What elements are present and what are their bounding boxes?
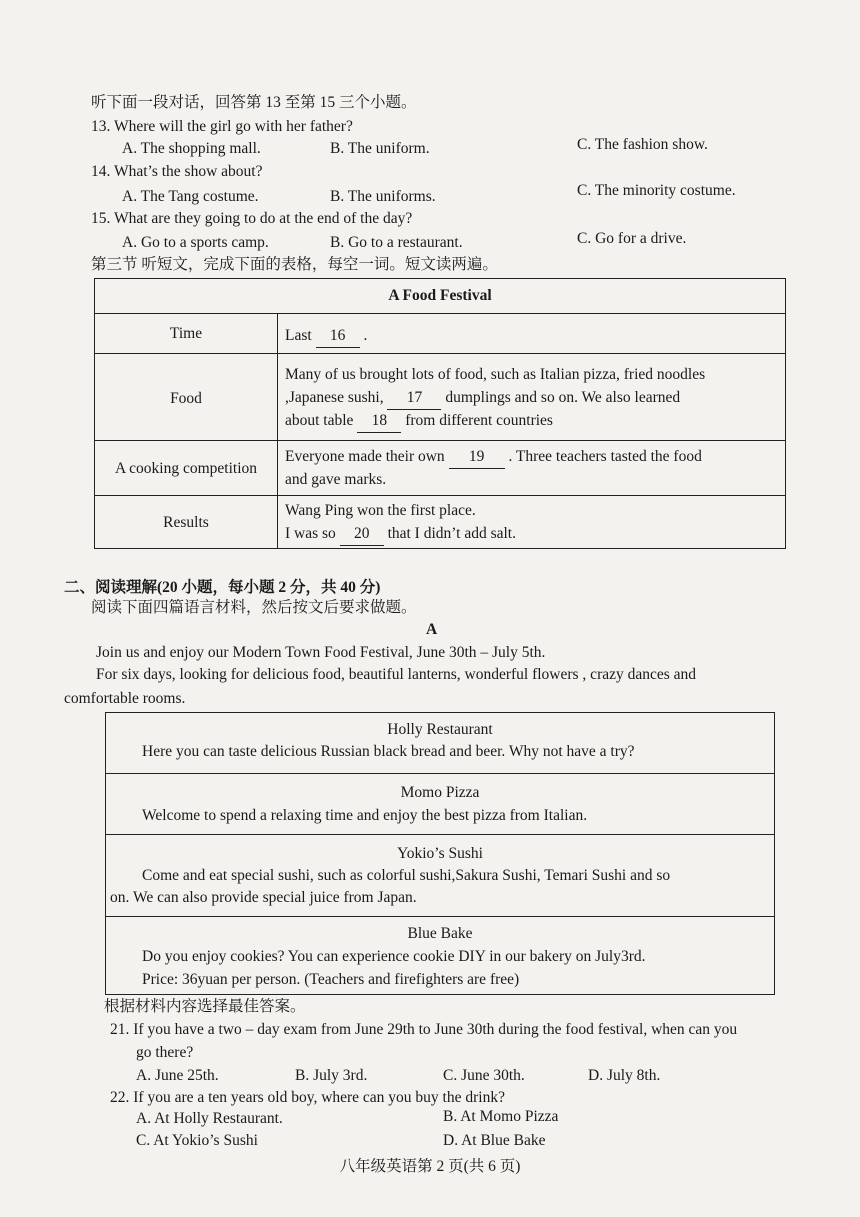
q13-option-a: A. The shopping mall. bbox=[122, 140, 261, 157]
food-label: Food bbox=[170, 390, 202, 407]
ad-blue-bake bbox=[106, 916, 774, 994]
q22-option-d: D. At Blue Bake bbox=[443, 1132, 546, 1149]
ad-momo-line-1: Welcome to spend a relaxing time and enjoy the best pizza from Italian. bbox=[142, 807, 588, 824]
reading-heading: 二、阅读理解(20 小题，每小题 2 分，共 40 分) bbox=[64, 579, 381, 596]
ad-holly bbox=[106, 713, 774, 773]
time-label: Time bbox=[169, 325, 203, 342]
ad-holly-name: Holly Restaurant bbox=[387, 721, 493, 738]
competition-label: A cooking competition bbox=[114, 460, 258, 477]
results-line-1: Wang Ping won the first place. bbox=[285, 502, 476, 519]
q22-option-b: B. At Momo Pizza bbox=[443, 1108, 559, 1125]
question-15-stem: 15. What are they going to do at the end of the day? bbox=[91, 210, 413, 227]
table-row-food bbox=[95, 353, 785, 440]
q13-option-c: C. The fashion show. bbox=[577, 136, 708, 153]
passage-line-3: comfortable rooms. bbox=[64, 690, 186, 707]
food-line-1: Many of us brought lots of food, such as Italian pizza, fried noodles bbox=[285, 366, 706, 383]
ad-blue-bake-line-1: Do you enjoy cookies? You can experience cookie DIY in our bakery on July3rd. bbox=[142, 948, 646, 965]
ad-blue-bake-name: Blue Bake bbox=[407, 925, 473, 942]
passage-line-1: Join us and enjoy our Modern Town Food Festival, June 30th – July 5th. bbox=[96, 644, 546, 661]
results-label: Results bbox=[163, 514, 209, 531]
passage-line-2: For six days, looking for delicious food, beautiful lanterns, wonderful flowers , crazy dances and bbox=[96, 666, 697, 683]
ad-yokio bbox=[106, 834, 774, 916]
ad-blue-bake-line-2: Price: 36yuan per person. (Teachers and firefighters are free) bbox=[142, 971, 520, 988]
ad-yokio-name: Yokio’s Sushi bbox=[397, 845, 483, 862]
q21-option-a: A. June 25th. bbox=[136, 1067, 219, 1084]
ad-yokio-line-2: on. We can also provide special juice from Japan. bbox=[110, 889, 417, 906]
q15-option-a: A. Go to a sports camp. bbox=[122, 234, 269, 251]
q22-option-a: A. At Holly Restaurant. bbox=[136, 1110, 283, 1127]
question-21-stem-1: 21. If you have a two – day exam from June 29th to June 30th during the food festival, when can you bbox=[110, 1021, 738, 1038]
choose-instruction: 根据材料内容选择最佳答案。 bbox=[104, 998, 306, 1015]
table-row-results bbox=[95, 495, 785, 549]
blank-18: 18 bbox=[357, 409, 401, 433]
results-line-2: I was so 20 that I didn’t add salt. bbox=[285, 522, 516, 546]
table-row-time bbox=[95, 313, 785, 353]
time-value: Last 16 . bbox=[285, 324, 367, 348]
question-22-stem: 22. If you are a ten years old boy, where can you buy the drink? bbox=[110, 1089, 505, 1106]
ad-yokio-line-1: Come and eat special sushi, such as colorful sushi,Sakura Sushi, Temari Sushi and so bbox=[142, 867, 671, 884]
passage-letter: A bbox=[426, 621, 438, 638]
ad-holly-line-1: Here you can taste delicious Russian black bread and beer. Why not have a try? bbox=[142, 743, 635, 760]
question-13-stem: 13. Where will the girl go with her father? bbox=[91, 118, 353, 135]
question-14-stem: 14. What’s the show about? bbox=[91, 163, 263, 180]
competition-line-1: Everyone made their own 19 . Three teachers tasted the food bbox=[285, 445, 702, 469]
blank-16: 16 bbox=[316, 324, 360, 348]
section-3-title: 第三节 听短文，完成下面的表格，每空一词。短文读两遍。 bbox=[91, 256, 498, 273]
q13-option-b: B. The uniform. bbox=[330, 140, 430, 157]
table-title: A Food Festival bbox=[388, 287, 492, 304]
page-footer: 八年级英语第 2 页(共 6 页) bbox=[339, 1158, 521, 1175]
blank-20: 20 bbox=[340, 522, 384, 546]
q14-option-b: B. The uniforms. bbox=[330, 188, 436, 205]
q22-option-c: C. At Yokio’s Sushi bbox=[136, 1132, 258, 1149]
competition-line-2: and gave marks. bbox=[285, 471, 387, 488]
question-21-stem-2: go there? bbox=[136, 1044, 194, 1061]
food-festival-table bbox=[94, 278, 786, 549]
q21-option-b: B. July 3rd. bbox=[295, 1067, 368, 1084]
q14-option-a: A. The Tang costume. bbox=[122, 188, 259, 205]
ad-momo-name: Momo Pizza bbox=[400, 784, 480, 801]
food-line-3: about table 18 from different countries bbox=[285, 409, 553, 433]
food-line-2: ,Japanese sushi, 17 dumplings and so on. We also learned bbox=[285, 386, 680, 410]
table-title-row bbox=[95, 279, 785, 313]
q14-option-c: C. The minority costume. bbox=[577, 182, 736, 199]
q15-option-c: C. Go for a drive. bbox=[577, 230, 687, 247]
blank-19: 19 bbox=[449, 445, 505, 469]
q21-option-c: C. June 30th. bbox=[443, 1067, 525, 1084]
q15-option-b: B. Go to a restaurant. bbox=[330, 234, 463, 251]
blank-17: 17 bbox=[387, 386, 441, 410]
listening-intro: 听下面一段对话，回答第 13 至第 15 三个小题。 bbox=[91, 94, 417, 111]
table-row-competition bbox=[95, 440, 785, 495]
ad-momo bbox=[106, 773, 774, 834]
reading-instruction: 阅读下面四篇语言材料，然后按文后要求做题。 bbox=[91, 599, 417, 616]
ads-box bbox=[105, 712, 775, 995]
q21-option-d: D. July 8th. bbox=[588, 1067, 661, 1084]
